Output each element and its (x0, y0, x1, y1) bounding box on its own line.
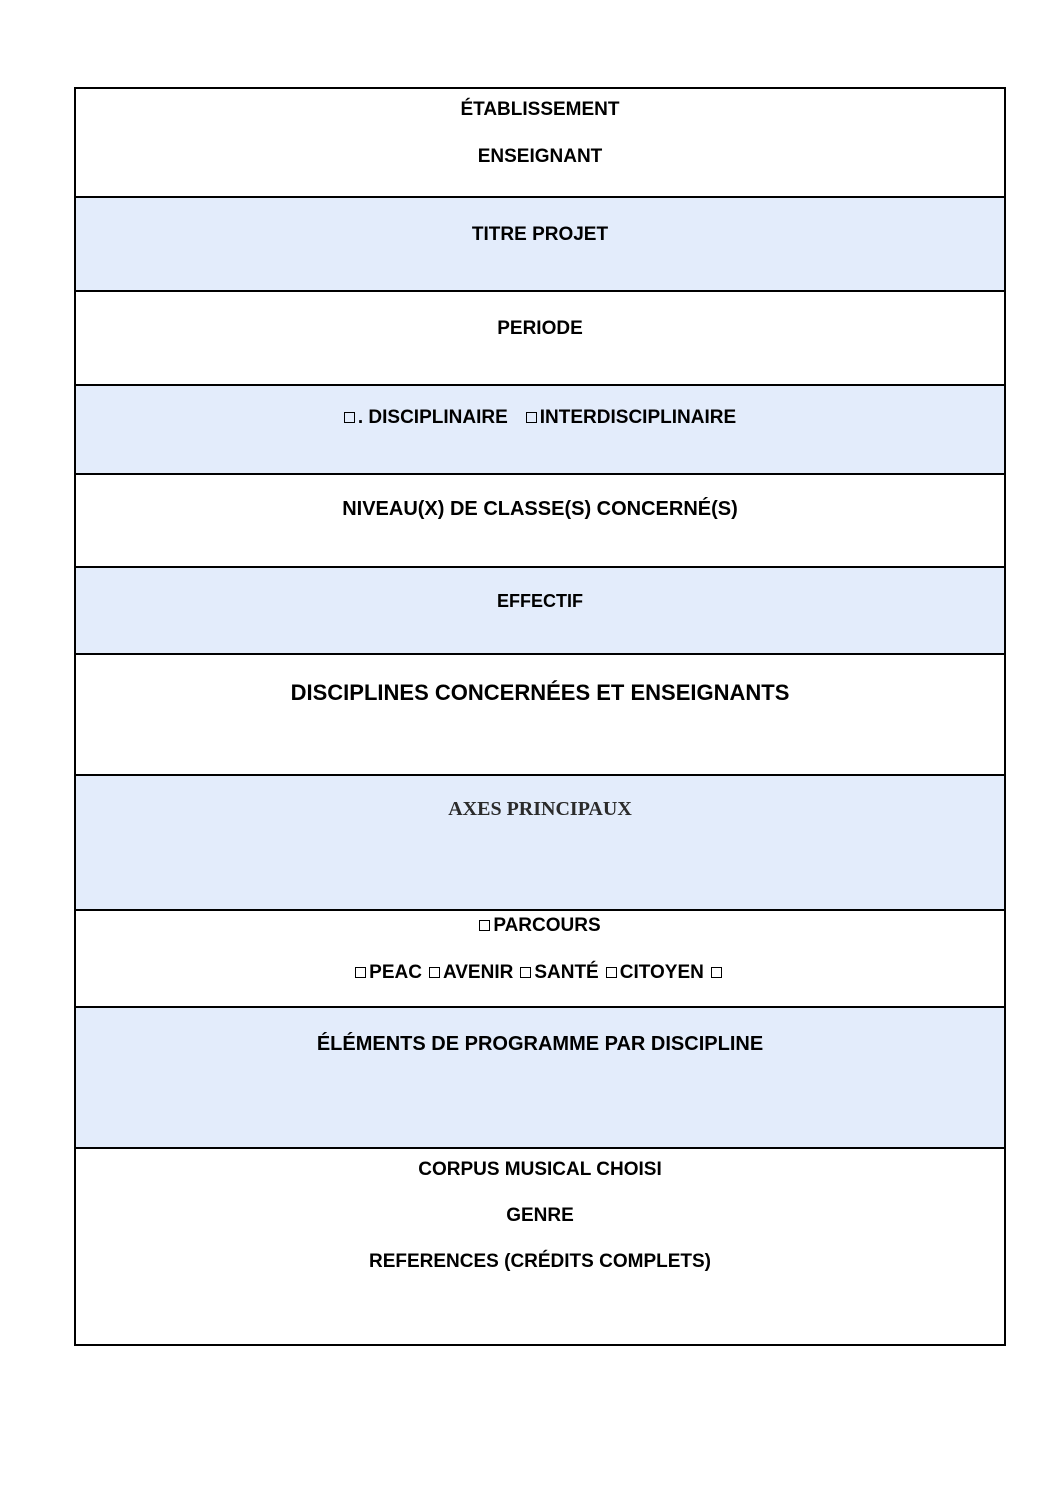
disciplines-label: DISCIPLINES CONCERNÉES ET ENSEIGNANTS (290, 680, 790, 705)
peac-label: PEAC (369, 962, 422, 983)
sante-checkbox[interactable] (520, 967, 531, 978)
project-form-table (74, 87, 1006, 1346)
etablissement-label: ÉTABLISSEMENT (460, 99, 620, 120)
citoyen-label: CITOYEN (619, 962, 704, 983)
avenir-label: AVENIR (442, 962, 514, 983)
effectif-label: EFFECTIF (497, 591, 583, 611)
parcours-title: PARCOURS (493, 915, 601, 936)
row-niveaux (76, 475, 1004, 568)
row-effectif (76, 568, 1004, 655)
row-corpus (76, 1149, 1004, 1344)
other-parcours-checkbox[interactable] (711, 967, 722, 978)
disciplinaire-checkbox[interactable] (344, 412, 355, 423)
row-parcours (76, 911, 1004, 1008)
type-projet-line (76, 407, 1004, 429)
niveaux-label: NIVEAU(X) DE CLASSE(S) CONCERNÉ(S) (342, 498, 738, 520)
parcours-options-line (76, 962, 1004, 984)
parcours-checkbox[interactable] (479, 920, 490, 931)
sante-label: SANTÉ (534, 962, 599, 983)
row-axes (76, 776, 1004, 911)
row-etablissement (76, 89, 1004, 198)
parcours-title-line (76, 915, 1004, 937)
row-periode (76, 292, 1004, 386)
citoyen-checkbox[interactable] (606, 967, 617, 978)
row-titre-projet (76, 198, 1004, 292)
disciplinaire-label: . DISCIPLINAIRE (357, 407, 508, 428)
row-elements-programme (76, 1008, 1004, 1149)
elements-programme-label: ÉLÉMENTS DE PROGRAMME PAR DISCIPLINE (316, 1033, 764, 1055)
row-type-projet (76, 386, 1004, 475)
periode-label: PERIODE (497, 318, 583, 339)
interdisciplinaire-checkbox[interactable] (526, 412, 537, 423)
genre-label: GENRE (506, 1205, 574, 1226)
row-disciplines (76, 655, 1004, 776)
titre-projet-label: TITRE PROJET (471, 224, 609, 245)
peac-checkbox[interactable] (355, 967, 366, 978)
enseignant-label: ENSEIGNANT (477, 146, 603, 167)
references-label: REFERENCES (CRÉDITS COMPLETS) (368, 1251, 712, 1272)
corpus-title: CORPUS MUSICAL CHOISI (418, 1159, 662, 1180)
interdisciplinaire-label: INTERDISCIPLINAIRE (539, 407, 737, 428)
axes-label: AXES PRINCIPAUX (448, 798, 632, 820)
avenir-checkbox[interactable] (429, 967, 440, 978)
